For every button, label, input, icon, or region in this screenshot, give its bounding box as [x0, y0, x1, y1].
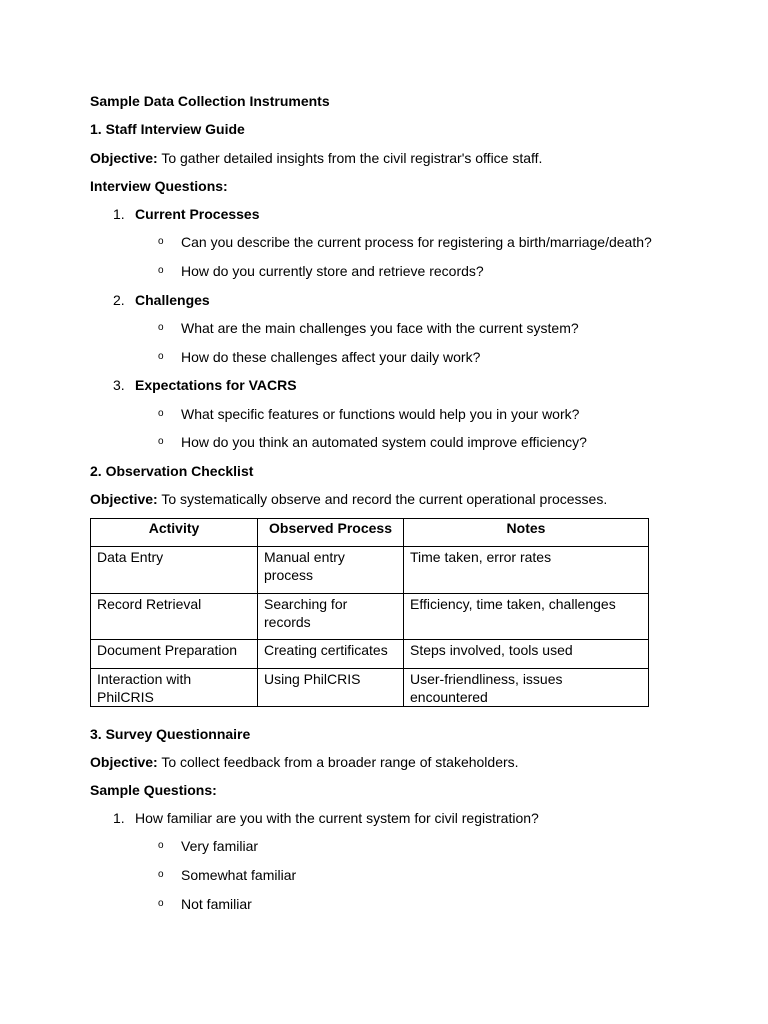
list-item: Can you describe the current process for registering a birth/marriage/death? [181, 234, 652, 250]
observation-checklist-table [90, 518, 649, 707]
bullet-icon: o [158, 869, 164, 880]
column-header-observed-process: Observed Process [258, 519, 404, 547]
table-cell: Time taken, error rates [404, 547, 649, 594]
bullet-icon: o [158, 840, 164, 851]
list-item: Not familiar [181, 896, 252, 912]
table-cell: Interaction with PhilCRIS [91, 669, 258, 707]
doc-title: Sample Data Collection Instruments [90, 93, 330, 109]
section3-objective [90, 753, 519, 771]
table-header-row [91, 519, 649, 547]
list-number: 3. [113, 377, 125, 393]
interview-questions-heading: Interview Questions: [90, 178, 228, 194]
objective-text: To collect feedback from a broader range of stakeholders. [157, 754, 519, 770]
table-cell: User-friendliness, issues encountered [404, 669, 649, 707]
section2-objective [90, 490, 607, 508]
table-cell: Manual entry process [258, 547, 404, 594]
question-group-title: Challenges [135, 292, 210, 308]
bullet-icon: o [158, 351, 164, 362]
bullet-icon: o [158, 322, 164, 333]
list-item: What specific features or functions would help you in your work? [181, 406, 580, 422]
table-cell: Document Preparation [91, 640, 258, 669]
survey-question: How familiar are you with the current system for civil registration? [135, 810, 539, 826]
bullet-icon: o [158, 408, 164, 419]
list-item: Somewhat familiar [181, 867, 297, 883]
table-cell: Efficiency, time taken, challenges [404, 594, 649, 640]
list-item: How do you think an automated system could improve efficiency? [181, 434, 587, 450]
column-header-notes: Notes [404, 519, 649, 547]
sample-questions-heading: Sample Questions: [90, 782, 217, 798]
question-group-title: Current Processes [135, 206, 260, 222]
question-group-title: Expectations for VACRS [135, 377, 297, 393]
column-header-activity: Activity [91, 519, 258, 547]
bullet-icon: o [158, 236, 164, 247]
list-item: Very familiar [181, 838, 259, 854]
section1-heading: 1. Staff Interview Guide [90, 121, 245, 137]
objective-label: Objective: [90, 150, 158, 166]
table-row [91, 640, 649, 669]
table-row [91, 594, 649, 640]
table-cell: Creating certificates [258, 640, 404, 669]
list-item: How do you currently store and retrieve records? [181, 263, 484, 279]
bullet-icon: o [158, 265, 164, 276]
section3-heading: 3. Survey Questionnaire [90, 726, 251, 742]
table-cell: Record Retrieval [91, 594, 258, 640]
section2-heading: 2. Observation Checklist [90, 463, 254, 479]
list-number: 2. [113, 292, 125, 308]
table-cell: Data Entry [91, 547, 258, 594]
list-item: How do these challenges affect your daily work? [181, 349, 481, 365]
objective-label: Objective: [90, 491, 158, 507]
bullet-icon: o [158, 436, 164, 447]
objective-text: To gather detailed insights from the civil registrar's office staff. [157, 150, 543, 166]
table-row [91, 547, 649, 594]
table-cell: Steps involved, tools used [404, 640, 649, 669]
list-number: 1. [113, 810, 125, 826]
table-cell: Using PhilCRIS [258, 669, 404, 707]
objective-label: Objective: [90, 754, 158, 770]
list-number: 1. [113, 206, 125, 222]
objective-text: To systematically observe and record the current operational processes. [157, 491, 608, 507]
section1-objective [90, 149, 542, 167]
table-row [91, 669, 649, 707]
list-item: What are the main challenges you face with the current system? [181, 320, 579, 336]
table-cell: Searching for records [258, 594, 404, 640]
bullet-icon: o [158, 898, 164, 909]
